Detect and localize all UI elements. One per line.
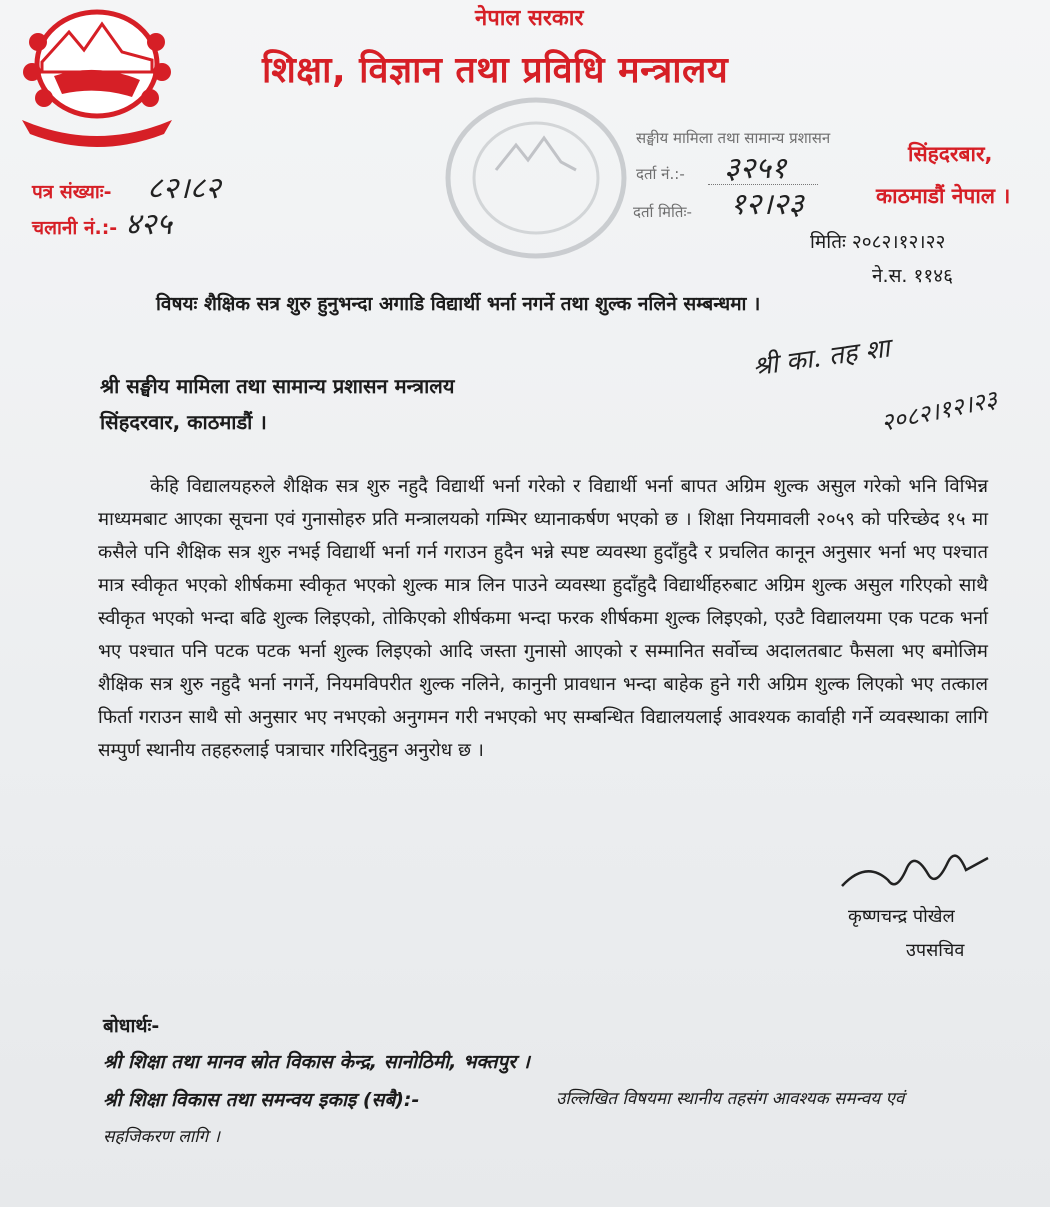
handwritten-note-line2: २०८२।१२।२३ (878, 385, 1000, 437)
address-line2: काठमाडौं नेपाल । (876, 184, 1011, 208)
cc-heading: बोधार्थः- (103, 1015, 160, 1037)
recipient-line2: सिंहदरवार, काठमाडौं । (100, 410, 267, 434)
government-title: नेपाल सरकार (475, 6, 584, 31)
signatory-title: उपसचिव (906, 940, 965, 961)
ministry-seal-icon (436, 90, 636, 265)
chalani-number: ४२५ (125, 207, 172, 242)
chalani-label: चलानी नं.:- (32, 217, 118, 239)
stamp-office: सङ्घीय मामिला तथा सामान्य प्रशासन (636, 129, 831, 147)
recipient-line1: श्री सङ्घीय मामिला तथा सामान्य प्रशासन मन्त्रालय (100, 374, 455, 398)
address-line1: सिंहदरबार, (908, 142, 993, 166)
patra-label: पत्र संख्याः- (32, 181, 112, 203)
subject-line: विषयः शैक्षिक सत्र शुरु हुनुभन्दा अगाडि विद्यार्थी भर्ना नगर्ने तथा शुल्क नलिने सम्बन्धमा । (156, 293, 761, 315)
darta-number: ३२५१ (724, 151, 787, 186)
darta-label: दर्ता नं.:- (636, 165, 685, 183)
cc-line1: श्री शिक्षा तथा मानव स्रोत विकास केन्द्र, सानोठिमी, भक्तपुर । (103, 1051, 530, 1073)
letter-body (98, 470, 988, 767)
date-nepal-sambat: ने.स. ११४६ (872, 265, 954, 287)
signature-icon (836, 840, 996, 900)
handwritten-note-line1: श्री का. तह शा (750, 333, 892, 383)
signatory-name: कृष्णचन्द्र पोखेल (848, 906, 955, 927)
cc-line3: सहजिकरण लागि । (103, 1127, 220, 1147)
darta-date: १२।२३ (730, 187, 804, 222)
cc-line2-rest: उल्लिखित विषयमा स्थानीय तहसंग आवश्यक समन्वय एवं (556, 1089, 905, 1109)
patra-number: ८२।८२ (147, 171, 221, 206)
letter-body-text: केहि विद्यालयहरुले शैक्षिक सत्र शुरु नहुदै विद्यार्थी भर्ना गरेको र विद्यार्थी भर्ना बापत अग्रिम शुल्क असुल गरेको भनि विभिन्न माध्यमबाट आएका सूचना एवं गुनासोहरु प्रति मन्त्रालयको गम्भिर ध्यानाकर्षण भएको छ । शिक्षा नियमावली २०५९ को परिच्छेद १५ मा कसैले पनि शैक्षिक सत्र शुरु नभई विद्यार्थी भर्ना गर्न गराउन हुदैन भन्ने स्पष्ट व्यवस्था हुदाँहुदै र प्रचलित कानून अनुसार भर्ना भए पश्चात मात्र स्वीकृत भएको शीर्षकमा स्वीकृत भएको शुल्क मात्र लिन पाउने व्यवस्था हुदाँहुदै विद्यार्थीहरुबाट अग्रिम शुल्क असुल गरिएको साथै स्वीकृत भएको भन्दा बढि शुल्क लिइएको, तोकिएको शीर्षकमा भन्दा फरक शीर्षकमा शुल्क लिइएको, एउटै विद्यालयमा एक पटक भर्ना भए पश्चात पनि पटक पटक भर्ना शुल्क लिइएको आदि जस्ता गुनासो आएको र सम्मानित सर्वोच्च अदालतबाट फैसला भए बमोजिम शैक्षिक सत्र शुरु नहुदै भर्ना नगर्ने, नियमविपरीत शुल्क नलिने, कानुनी प्रावधान भन्दा बाहेक हुने गरी अग्रिम शुल्क लिएको भए तत्काल फिर्ता गराउन साथै सो अनुसार भए नभएको अनुगमन गरी नभएको भए सम्बन्धित विद्यालयलाई आवश्यक कार्वाही गर्ने व्यवस्थाका लागि सम्पुर्ण स्थानीय तहहरुलाई पत्राचार गरिदिनुहुन अनुरोध छ । (98, 476, 988, 761)
nepal-emblem-icon (14, 2, 180, 152)
ministry-title: शिक्षा, विज्ञान तथा प्रविधि मन्त्रालय (262, 50, 729, 91)
date-miti: मितिः २०८२।१२।२२ (810, 231, 946, 253)
darta-date-label: दर्ता मितिः- (633, 203, 692, 221)
cc-line2-bold: श्री शिक्षा विकास तथा समन्वय इकाइ (सबै):- (103, 1089, 420, 1111)
